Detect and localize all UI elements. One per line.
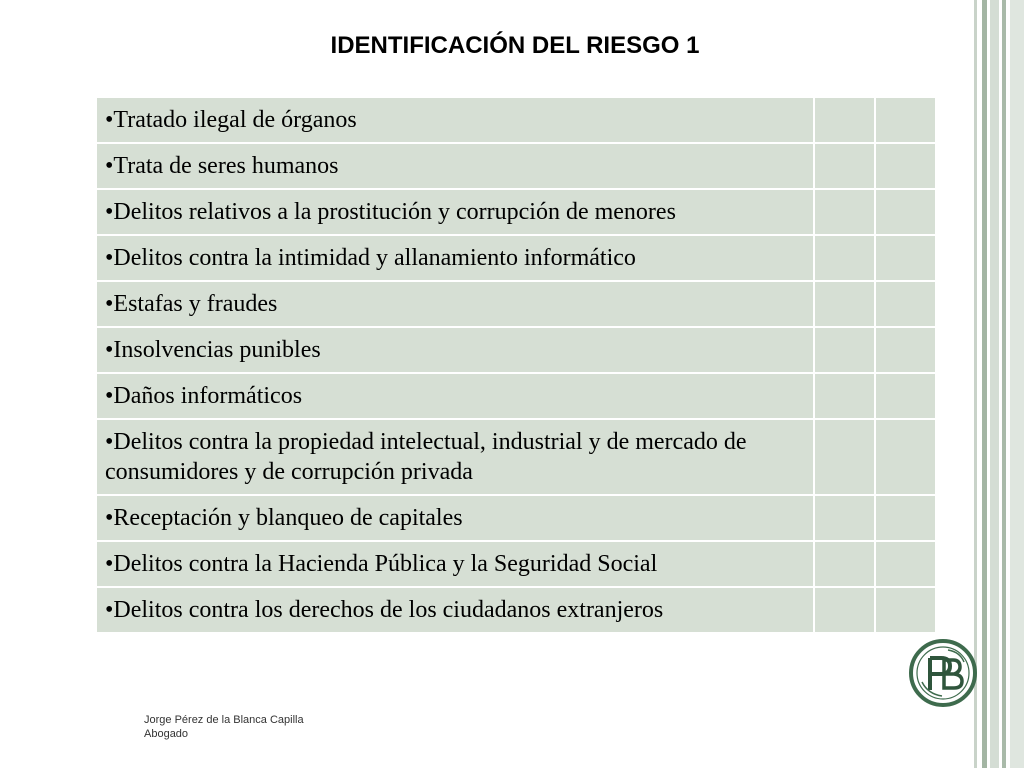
risk-item-label: •Trata de seres humanos xyxy=(97,144,813,188)
empty-cell xyxy=(876,588,935,632)
table-row xyxy=(97,496,935,540)
table-row xyxy=(97,190,935,234)
table-row xyxy=(97,98,935,142)
footer xyxy=(144,713,304,741)
right-decorative-bars xyxy=(974,0,1024,768)
decorative-bar xyxy=(990,0,999,768)
risk-item-label: •Insolvencias punibles xyxy=(97,328,813,372)
empty-cell xyxy=(876,328,935,372)
empty-cell xyxy=(815,190,874,234)
monogram-logo-icon xyxy=(908,638,978,708)
empty-cell xyxy=(876,496,935,540)
table-row xyxy=(97,542,935,586)
empty-cell xyxy=(876,374,935,418)
empty-cell xyxy=(815,98,874,142)
risk-item-label: •Delitos contra la intimidad y allanamiento informático xyxy=(97,236,813,280)
table-row xyxy=(97,328,935,372)
decorative-bar xyxy=(1010,0,1024,768)
empty-cell xyxy=(876,282,935,326)
decorative-bar xyxy=(982,0,987,768)
author-role: Abogado xyxy=(144,728,189,740)
table-row xyxy=(97,588,935,632)
risk-item-label: •Estafas y fraudes xyxy=(97,282,813,326)
empty-cell xyxy=(815,542,874,586)
empty-cell xyxy=(815,588,874,632)
empty-cell xyxy=(876,542,935,586)
risk-item-label: •Delitos relativos a la prostitución y corrupción de menores xyxy=(97,190,813,234)
author-name: Jorge Pérez de la Blanca Capilla xyxy=(144,714,304,726)
empty-cell xyxy=(815,282,874,326)
empty-cell xyxy=(815,328,874,372)
table-row xyxy=(97,144,935,188)
empty-cell xyxy=(815,374,874,418)
decorative-bar xyxy=(1002,0,1006,768)
risk-item-label: •Daños informáticos xyxy=(97,374,813,418)
empty-cell xyxy=(876,420,935,494)
risk-item-label: •Tratado ilegal de órganos xyxy=(97,98,813,142)
table-row xyxy=(97,282,935,326)
slide-title: IDENTIFICACIÓN DEL RIESGO 1 xyxy=(330,32,700,59)
empty-cell xyxy=(876,144,935,188)
risk-item-label: •Delitos contra los derechos de los ciudadanos extranjeros xyxy=(97,588,813,632)
empty-cell xyxy=(815,144,874,188)
empty-cell xyxy=(876,190,935,234)
risk-item-label: •Delitos contra la propiedad intelectual, industrial y de mercado de consumidores y de corrupción privada xyxy=(97,420,813,494)
risk-item-label: •Receptación y blanqueo de capitales xyxy=(97,496,813,540)
table-row xyxy=(97,236,935,280)
empty-cell xyxy=(876,98,935,142)
empty-cell xyxy=(876,236,935,280)
empty-cell xyxy=(815,420,874,494)
table-row xyxy=(97,374,935,418)
table-row xyxy=(97,420,935,494)
empty-cell xyxy=(815,496,874,540)
empty-cell xyxy=(815,236,874,280)
risk-item-label: •Delitos contra la Hacienda Pública y la Seguridad Social xyxy=(97,542,813,586)
risk-table xyxy=(95,96,937,634)
